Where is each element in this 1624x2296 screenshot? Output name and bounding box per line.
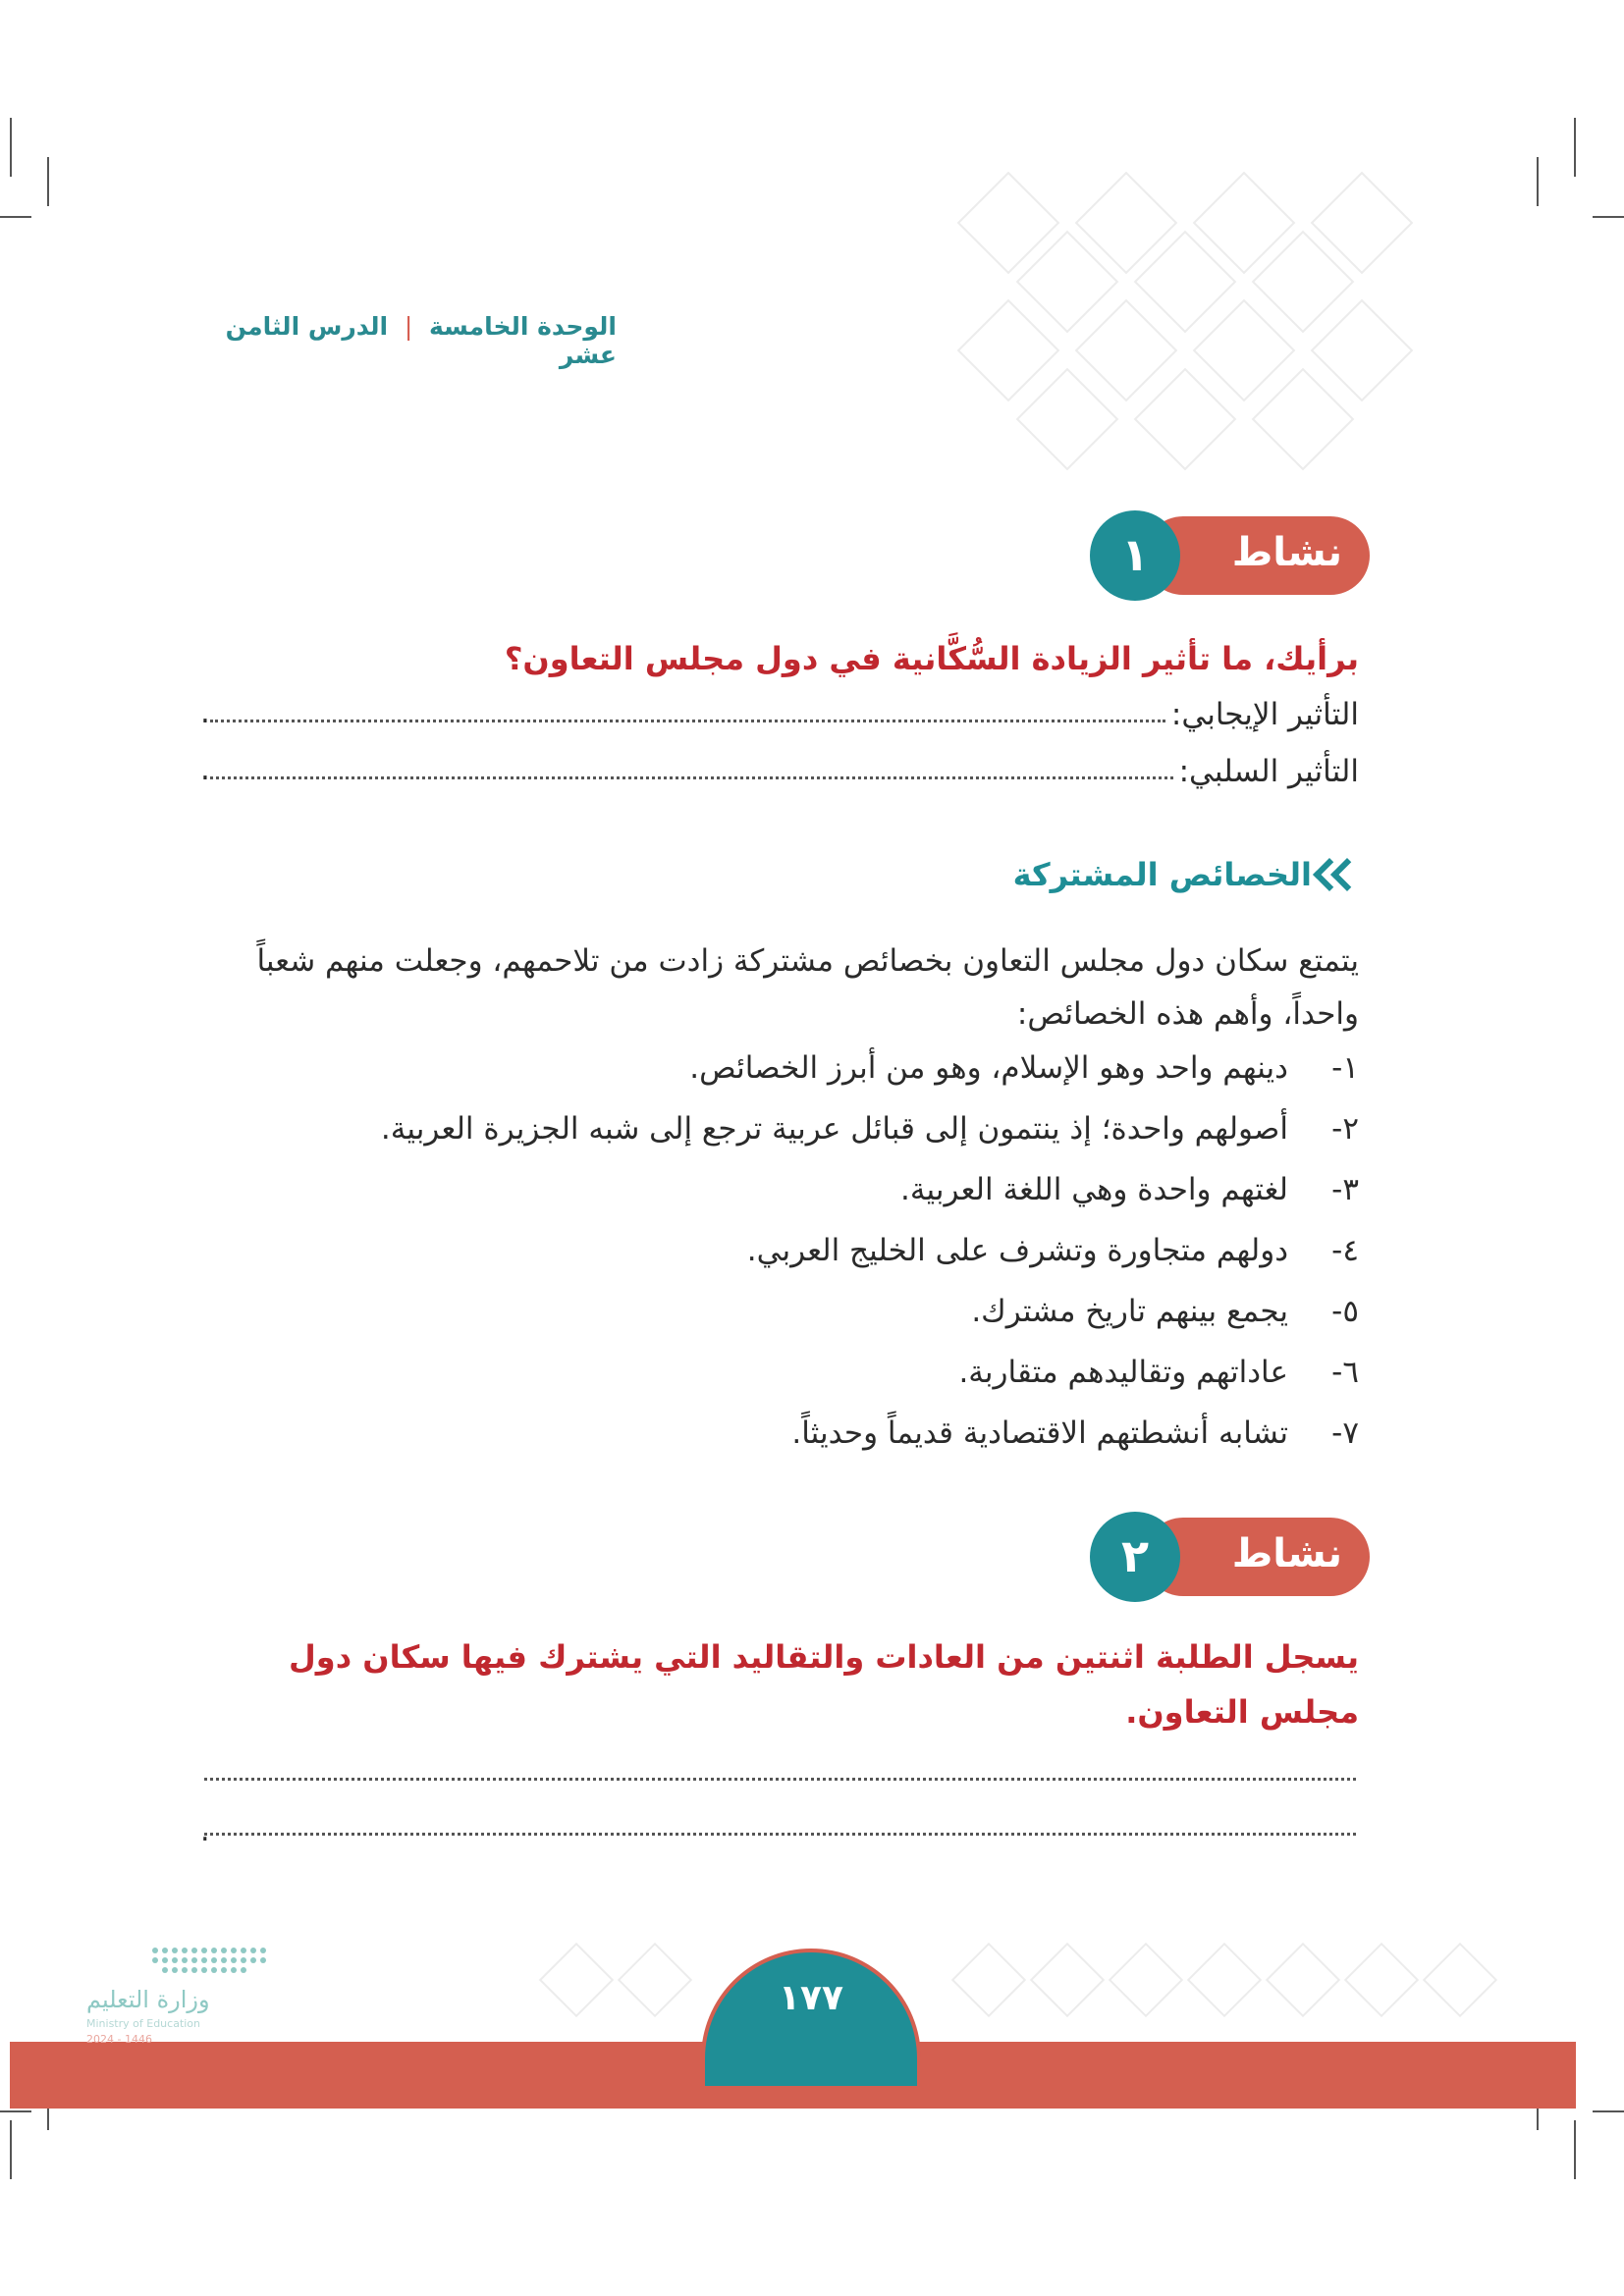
positive-effect-label: التأثير الإيجابي: [1170, 697, 1359, 732]
list-item-number: ٧- [1331, 1415, 1359, 1451]
activity-1-badge [1090, 510, 1370, 601]
ministry-logo [86, 1939, 302, 2056]
line-end-period: . [200, 1814, 210, 1848]
header-lesson: الدرس الثامن عشر [225, 312, 617, 369]
answer-line-2[interactable] [204, 1832, 1356, 1836]
list-item-text: لغتهم واحدة وهي اللغة العربية. [900, 1172, 1288, 1207]
double-chevron-icon [1324, 863, 1359, 886]
list-item-text: تشابه أنشطتهم الاقتصادية قديماً وحديثاً. [791, 1415, 1288, 1451]
list-item [381, 1050, 1359, 1111]
list-item-text: أصولهم واحدة؛ إذ ينتمون إلى قبائل عربية ترجع إلى شبه الجزيرة العربية. [380, 1111, 1288, 1147]
ministry-name-en: Ministry of Education [86, 2017, 201, 2030]
list-item-text: يجمع بينهم تاريخ مشترك. [971, 1294, 1288, 1329]
activity-2-question: يسجل الطلبة اثنتين من العادات والتقاليد التي يشترك فيها سكان دول مجلس التعاون. [289, 1638, 1359, 1731]
negative-effect-row [200, 752, 1359, 789]
running-header [185, 312, 617, 369]
list-item-text: دولهم متجاورة وتشرف على الخليج العربي. [746, 1233, 1288, 1268]
activity-1-label: نشاط [1231, 530, 1342, 575]
list-item-number: ٥- [1331, 1294, 1359, 1329]
header-unit: الوحدة الخامسة [429, 312, 617, 341]
list-item-number: ٣- [1331, 1172, 1359, 1207]
ministry-name: وزارة التعليم [86, 1986, 210, 2013]
list-item-text: دينهم واحد وهو الإسلام، وهو من أبرز الخصائص. [689, 1050, 1288, 1086]
list-item-number: ٢- [1331, 1111, 1359, 1147]
line-end-period: . [200, 695, 210, 730]
section-heading-text: الخصائص المشتركة [1012, 856, 1312, 893]
edition-label: 2024 - 1446 [86, 2033, 152, 2046]
activity-1-number: ١ [1090, 510, 1180, 601]
negative-effect-answer-line[interactable] [210, 775, 1173, 779]
activity-1-question: برأيك، ما تأثير الزيادة السُّكَّانية في دول مجلس التعاون؟ [504, 640, 1359, 677]
activity-2-number: ٢ [1090, 1512, 1180, 1602]
list-item [381, 1294, 1359, 1355]
section-heading [1013, 856, 1359, 893]
list-item [381, 1415, 1359, 1476]
positive-effect-answer-line[interactable] [210, 719, 1165, 722]
answer-line-1[interactable] [204, 1777, 1356, 1781]
section-intro-paragraph: يتمتع سكان دول مجلس التعاون بخصائص مشتركة زادت من تلاحمهم، وجعلت منهم شعباً واحداً، وأهم هذه الخصائص: [256, 943, 1359, 1032]
activity-2-badge [1090, 1512, 1370, 1602]
list-item-number: ٤- [1331, 1233, 1359, 1268]
list-item-number: ٦- [1331, 1355, 1359, 1390]
header-separator: | [404, 312, 413, 341]
page-number: ١٧٧ [779, 1978, 843, 2018]
list-item [381, 1355, 1359, 1415]
line-end-period: . [200, 752, 210, 787]
activity-2-label: نشاط [1231, 1531, 1342, 1576]
list-item [381, 1111, 1359, 1172]
list-item [381, 1233, 1359, 1294]
list-item-text: عاداتهم وتقاليدهم متقاربة. [958, 1355, 1288, 1390]
negative-effect-label: التأثير السلبي: [1178, 754, 1359, 789]
list-item-number: ١- [1331, 1050, 1359, 1086]
positive-effect-row [200, 695, 1359, 732]
list-item [381, 1172, 1359, 1233]
characteristics-list [381, 1050, 1359, 1476]
